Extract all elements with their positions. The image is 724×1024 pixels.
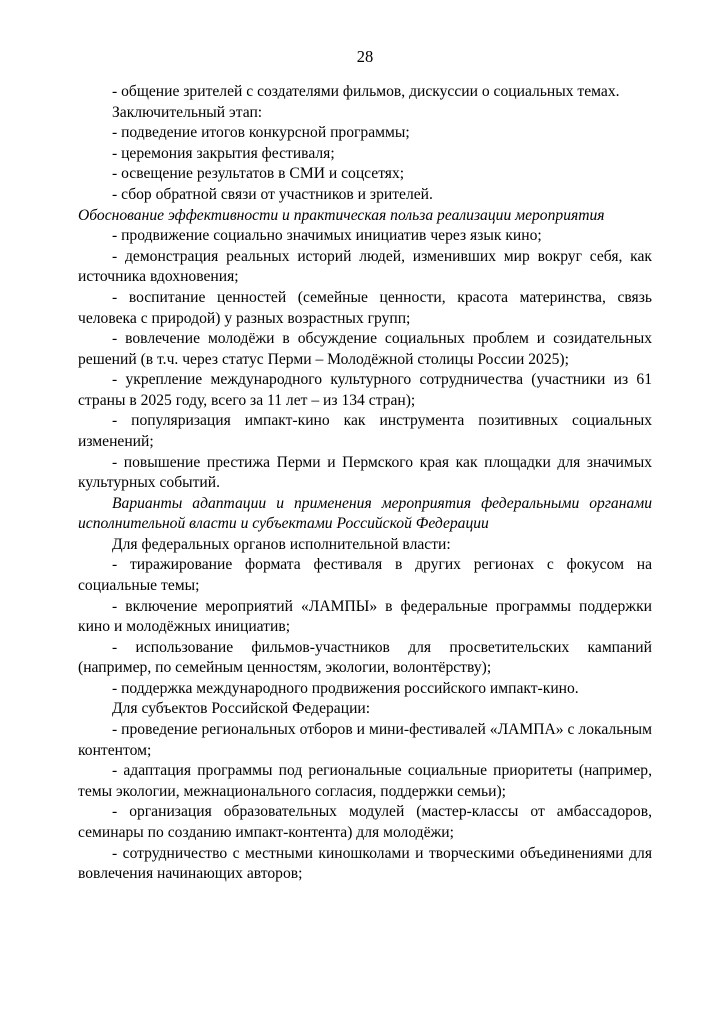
paragraph: Для субъектов Российской Федерации: [112, 700, 371, 718]
paragraph: - использование фильмов-участников для просветительских кампаний (например, по семейным ценностям, экологии, волонтёрству); [78, 638, 652, 677]
paragraph: - общение зрителей с создателями фильмов, дискуссии о социальных темах. [112, 83, 620, 101]
paragraph: - включение мероприятий «ЛАМПЫ» в федеральные программы поддержки кино и молодёжных инициатив; [78, 597, 652, 636]
paragraph: - повышение престижа Перми и Пермского края как площадки для значимых культурных событий. [78, 453, 652, 492]
paragraph: - организация образовательных модулей (мастер-классы от амбассадоров, семинары по созданию импакт-контента) для молодёжи; [78, 803, 652, 841]
paragraph: - укрепление международного культурного сотрудничества (участники из 61 страны в 2025 году, всего за 11 лет – из 134 стран); [78, 371, 652, 409]
paragraph: - поддержка международного продвижения российского импакт-кино. [112, 679, 579, 697]
paragraph: - церемония закрытия фестиваля; [112, 144, 335, 162]
paragraph: - сбор обратной связи от участников и зрителей. [112, 186, 433, 204]
paragraph: - тиражирование формата фестиваля в других регионах с фокусом на социальные темы; [78, 556, 652, 595]
paragraph: - сотрудничество с местными киношколами и творческими объединениями для вовлечения начинающих авторов; [78, 844, 652, 883]
paragraph: - продвижение социально значимых инициатив через язык кино; [112, 227, 542, 245]
paragraph: - проведение региональных отборов и мини-фестивалей «ЛАМПА» с локальным контентом; [78, 721, 652, 759]
section-heading: Варианты адаптации и применения мероприятия федеральными органами исполнительной власти и субъектами Российской Федерации [78, 494, 652, 533]
paragraph: - вовлечение молодёжи в обсуждение социальных проблем и созидательных решений (в т.ч. через статус Перми – Молодёжной столицы России 2025); [78, 330, 652, 368]
paragraph: - адаптация программы под региональные социальные приоритеты (например, темы экологии, межнационального согласия, поддержки семьи); [78, 762, 652, 800]
paragraph: - воспитание ценностей (семейные ценности, красота материнства, связь человека с природой) у разных возрастных групп; [78, 288, 652, 327]
paragraph: - популяризация импакт-кино как инструмента позитивных социальных изменений; [78, 412, 652, 450]
paragraph: - демонстрация реальных историй людей, изменивших мир вокруг себя, как источника вдохновения; [78, 247, 652, 286]
page-number: 28 [356, 47, 374, 66]
paragraph: - подведение итогов конкурсной программы; [112, 124, 410, 142]
paragraph: - освещение результатов в СМИ и соцсетях; [112, 165, 405, 183]
paragraph: Заключительный этап: [112, 103, 263, 121]
document-body [78, 82, 652, 885]
section-heading: Обоснование эффективности и практическая польза реализации мероприятия [78, 206, 605, 224]
paragraph: Для федеральных органов исполнительной власти: [112, 535, 451, 553]
